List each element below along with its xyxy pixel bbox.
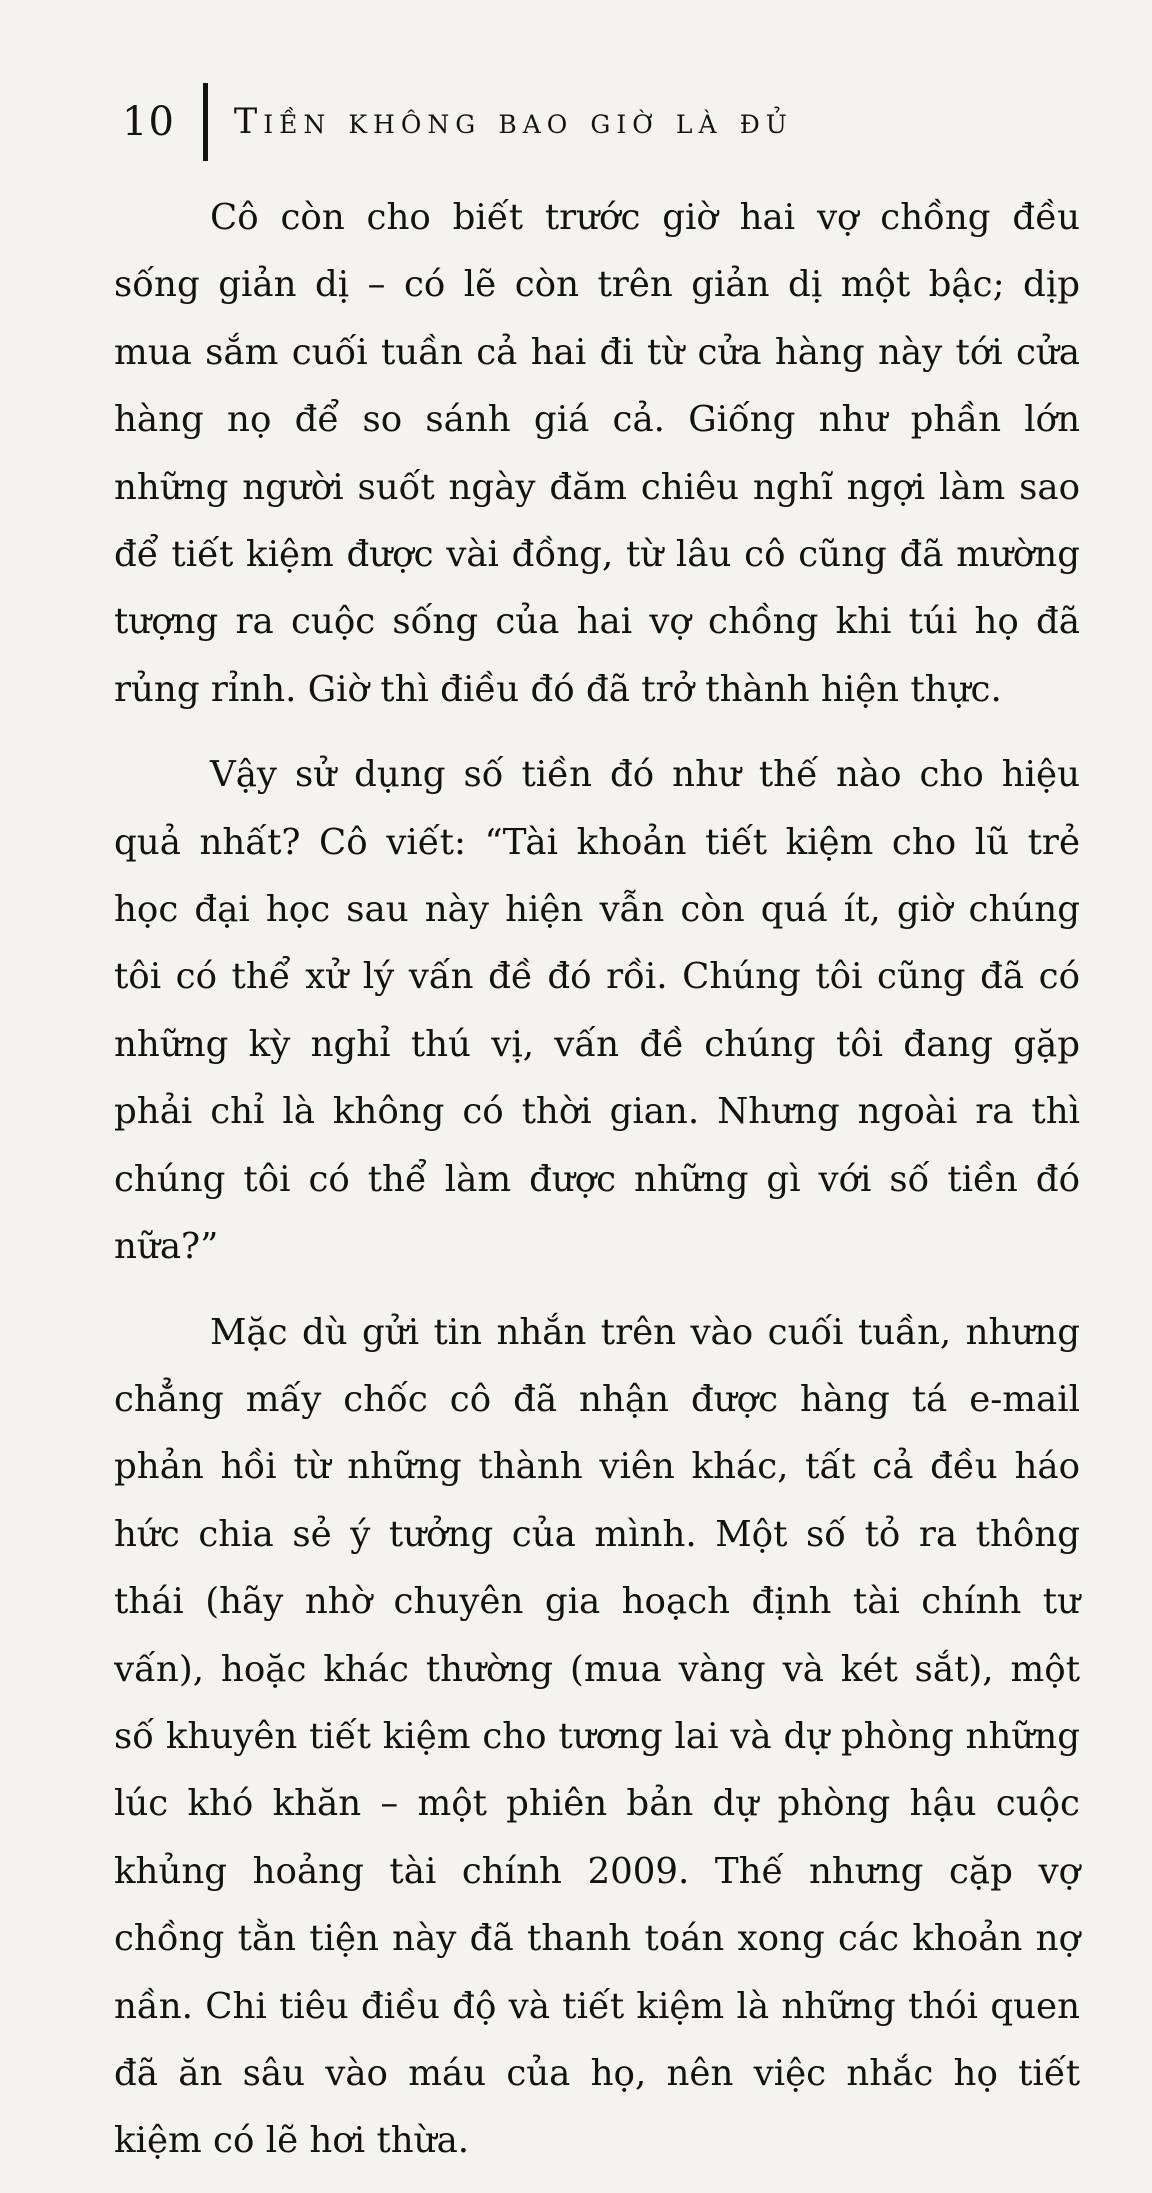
header-divider <box>203 83 208 161</box>
paragraph-2: Vậy sử dụng số tiền đó như thế nào cho hiệu quả nhất? Cô viết: “Tài khoản tiết kiệm cho lũ trẻ học đại học sau này hiện vẫn còn quá ít, giờ chúng tôi có thể xử lý vấn đề đó rồi. Chúng tôi cũng đã có những kỳ nghỉ thú vị, vấn đề chúng tôi đang gặp phải chỉ là không có thời gian. Nhưng ngoài ra thì chúng tôi có thể làm được những gì với số tiền đó nữa?” <box>114 754 1080 1268</box>
page-header <box>122 82 793 162</box>
paragraph-1: Cô còn cho biết trước giờ hai vợ chồng đều sống giản dị – có lẽ còn trên giản dị một bậc; dịp mua sắm cuối tuần cả hai đi từ cửa hàng này tới cửa hàng nọ để so sánh giá cả. Giống như phần lớn những người suốt ngày đăm chiêu nghĩ ngợi làm sao để tiết kiệm được vài đồng, từ lâu cô cũng đã mường tượng ra cuộc sống của hai vợ chồng khi túi họ đã rủng rỉnh. Giờ thì điều đó đã trở thành hiện thực. <box>114 197 1080 710</box>
page-number: 10 <box>122 99 175 145</box>
paragraph-3: Mặc dù gửi tin nhắn trên vào cuối tuần, nhưng chẳng mấy chốc cô đã nhận được hàng tá e-mail phản hồi từ những thành viên khác, tất cả đều háo hức chia sẻ ý tưởng của mình. Một số tỏ ra thông thái (hãy nhờ chuyên gia hoạch định tài chính tư vấn), hoặc khác thường (mua vàng và két sắt), một số khuyên tiết kiệm cho tương lai và dự phòng những lúc khó khăn – một phiên bản dự phòng hậu cuộc khủng hoảng tài chính 2009. Thế nhưng cặp vợ chồng tằn tiện này đã thanh toán xong các khoản nợ nần. Chi tiêu điều độ và tiết kiệm là những thói quen đã ăn sâu vào máu của họ, nên việc nhắc họ tiết kiệm có lẽ hơi thừa. <box>114 1311 1080 2162</box>
body-text <box>114 184 1080 2193</box>
running-title: Tiền không bao giờ là đủ <box>233 102 793 142</box>
